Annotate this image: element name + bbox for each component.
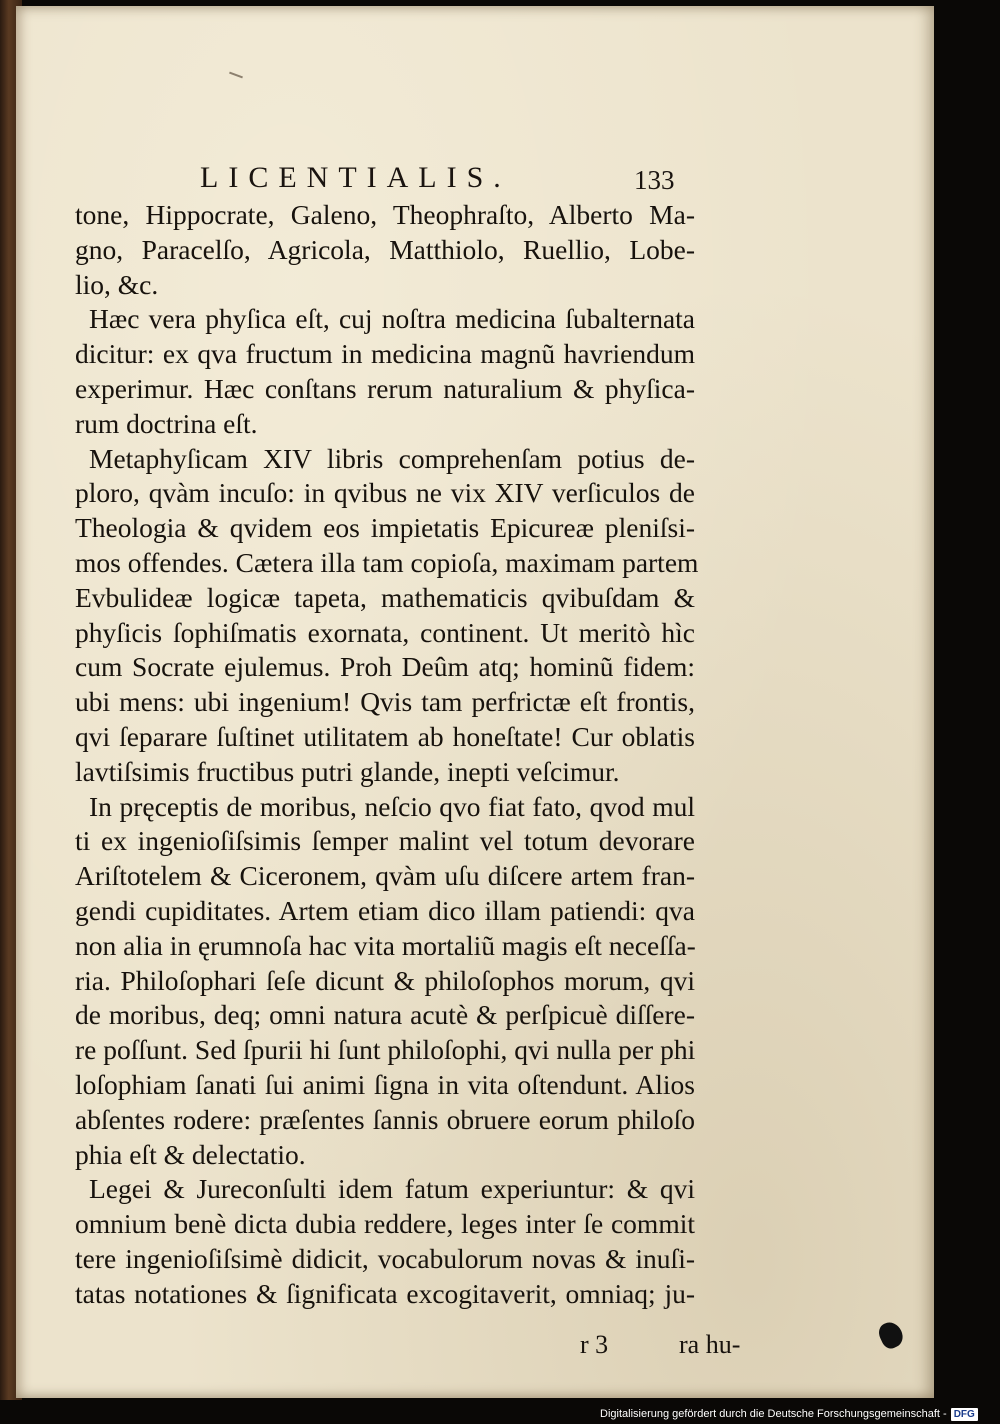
text-line: cum Socrate ejulemus. Proh Deûm atq; hominũ fidem: <box>75 651 695 683</box>
dfg-logo-icon: DFG <box>951 1408 978 1421</box>
text-line: phyſicis ſophiſmatis exornata, continent. Ut meritò hìc <box>75 616 695 648</box>
text-line: mos offendes. Cætera illa tam copioſa, maximam partem <box>75 546 699 578</box>
text-line: Legei & Jureconſulti idem fatum experiuntur: & qvi <box>89 1173 695 1205</box>
signature-mark: r 3 <box>580 1330 609 1359</box>
text-line: phia eſt & delectatio. <box>75 1138 306 1170</box>
digitization-credit <box>600 1406 978 1422</box>
text-line: ploro, qvàm incuſo: in qvibus ne vix XIV verſiculos de <box>75 477 695 509</box>
text-line: Metaphyſicam XIV libris comprehenſam potius de- <box>89 442 695 474</box>
text-line: tatas notationes & ſignificata excogitaverit, omniaq; ju- <box>75 1277 695 1309</box>
text-line: gno, Paracelſo, Agricola, Matthiolo, Ruellio, Lobe- <box>75 233 695 265</box>
text-line: Hæc vera phyſica eſt, cuj noſtra medicina ſubalternata <box>89 303 695 335</box>
text-line: dicitur: ex qva fructum in medicina magnũ havriendum <box>75 338 695 370</box>
text-line: re poſſunt. Sed ſpurii hi ſunt philoſophi, qvi nulla per phi <box>75 1034 696 1066</box>
text-line: non alia in ęrumnoſa hac vita mortaliũ magis eſt neceſſa- <box>75 929 696 961</box>
running-head: LICENTIALIS. <box>200 161 511 194</box>
text-line: Ariſtotelem & Ciceronem, qvàm uſu diſcere artem fran- <box>75 860 695 892</box>
text-line: In pręceptis de moribus, neſcio qvo fiat fato, qvod mul <box>89 790 695 822</box>
text-line: Theologia & qvidem eos impietatis Epicureæ pleniſsi- <box>75 512 695 544</box>
credit-text: Digitalisierung gefördert durch die Deutsche Forschungsgemeinschaft - <box>600 1408 947 1420</box>
text-line: tere ingenioſiſsimè didicit, vocabulorum novas & inuſi- <box>75 1242 695 1274</box>
page-footer-line <box>75 1328 755 1362</box>
text-line: loſophiam ſanati ſui animi ſigna in vita oſtendunt. Alios <box>75 1068 695 1100</box>
text-line: lio, &c. <box>75 268 159 300</box>
text-line: ria. Philoſophari ſeſe dicunt & philoſophos morum, qvi <box>75 964 695 996</box>
ink-blot <box>876 1319 907 1352</box>
page-number: 133 <box>634 165 675 195</box>
text-line: ti ex ingenioſiſsimis ſemper malint vel totum devorare <box>75 825 695 857</box>
text-line: omnium benè dicta dubia reddere, leges inter ſe commit <box>75 1208 695 1240</box>
text-line: de moribus, deq; omni natura acutè & perſpicuè diſſere- <box>75 999 695 1031</box>
text-line: rum doctrina eſt. <box>75 407 258 439</box>
catchword: ra hu- <box>679 1330 741 1359</box>
text-line: abſentes rodere: præſentes ſannis obruere eorum philoſo <box>75 1103 695 1135</box>
text-line: tone, Hippocrate, Galeno, Theophraſto, Alberto Ma- <box>75 199 695 230</box>
text-line: Evbulideæ logicæ tapeta, mathematicis qvibuſdam & <box>75 581 695 613</box>
ink-mark <box>229 72 243 79</box>
text-line: gendi cupiditates. Artem etiam dico illam patiendi: qva <box>75 894 695 926</box>
text-line: lavtiſsimis fructibus putri glande, inepti veſcimur. <box>75 755 620 787</box>
body-text <box>75 198 741 1359</box>
text-line: qvi ſeparare ſuſtinet utilitatem ab honeſtate! Cur oblatis <box>75 720 695 752</box>
text-line: ubi mens: ubi ingenium! Qvis tam perfrictæ eſt frontis, <box>75 686 695 718</box>
text-line: experimur. Hæc conſtans rerum naturalium & phyſica- <box>75 372 695 404</box>
book-page <box>16 6 934 1398</box>
